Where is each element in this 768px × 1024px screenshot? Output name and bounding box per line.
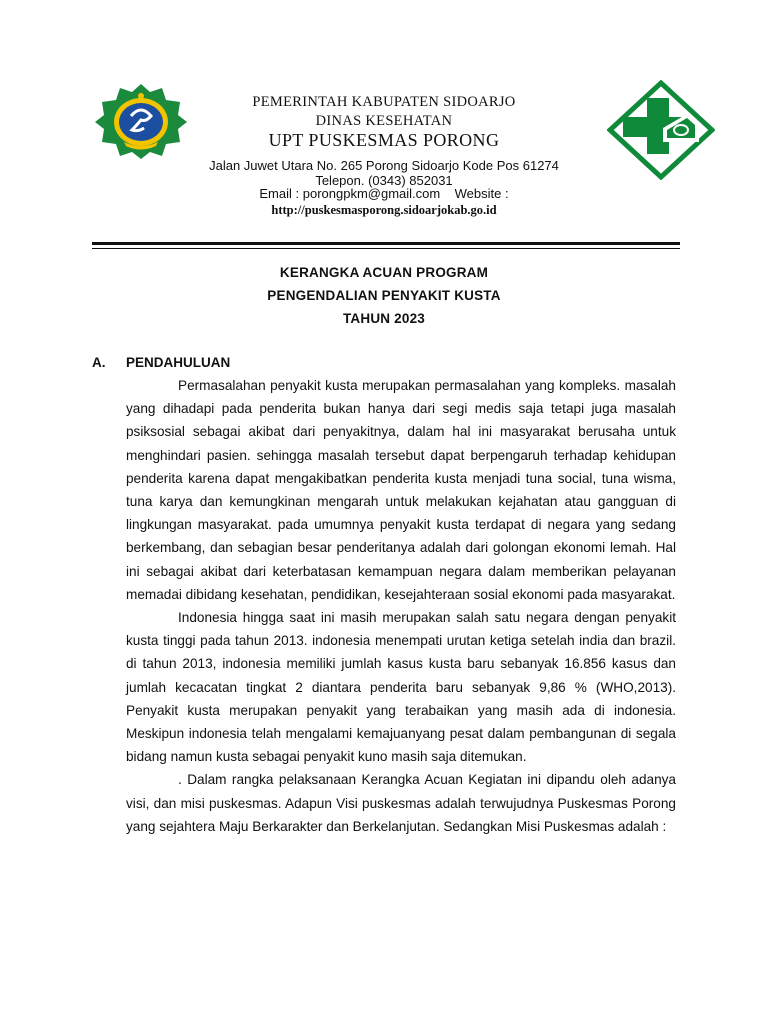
document-title-line2: PENGENDALIAN PENYAKIT KUSTA: [267, 288, 501, 303]
letterhead-institution: UPT PUSKESMAS PORONG: [268, 130, 500, 150]
section-heading: PENDAHULUAN: [126, 355, 231, 370]
letterhead-divider-thick: [92, 242, 680, 245]
letterhead-address: Jalan Juwet Utara No. 265 Porong Sidoarjo Kode Pos 61274: [209, 158, 559, 173]
letterhead-divider-thin: [92, 248, 680, 249]
paragraph: Indonesia hingga saat ini masih merupakan salah satu negara dengan penyakit kusta tinggi pada tahun 2013. indonesia menempati urutan ketiga setelah india dan brazil. di tahun 2013, indonesia memiliki jumlah kasus kusta baru sebanyak 16.856 kasus dan jumlah kecacatan tingkat 2 diantara penderita baru sebanyak 9,86 % (WHO,2013). Penyakit kusta merupakan penyakit yang terabaikan yang masih ada di indonesia. Meskipun indonesia telah mengalami kemajuanyang pesat dalam pembangunan di segala bidang namun kusta sebagai penyakit kuno masih saja ditemukan.: [126, 610, 676, 765]
document-title-line1: KERANGKA ACUAN PROGRAM: [279, 265, 489, 280]
letterhead-website: http://puskesmasporong.sidoarjokab.go.id: [271, 203, 497, 217]
paragraph: Permasalahan penyakit kusta merupakan permasalahan yang kompleks. masalah yang dihadapi pada penderita bukan hanya dari segi medis saja tetapi juga masalah psiksosial sebagai akibat dari penyakitnya, dalam hal ini masyarakat berusaha untuk menghindari pasien. sehingga masalah tersebut dapat berpengaruh terhadap kehidupan penderita karena dapat mengakibatkan penderita kusta menjadi tuna social, tuna wisma, tuna karya dan kemungkinan mengarah untuk melakukan kejahatan atau gangguan di lingkungan masyarakat. pada umumnya penyakit kusta terdapat di negara yang sedang berkembang, dan sebagian besar penderitanya adalah dari golongan ekonomi lemah. Hal ini sebagai akibat dari keterbatasan kemampuan negara dalam memberikan pelayanan memadai dibidang kesehatan, pendidikan, kesejahteraan sosial ekonomi pada masyarakat.: [126, 378, 676, 602]
paragraph: . Dalam rangka pelaksanaan Kerangka Acuan Kegiatan ini dipandu oleh adanya visi, dan misi puskesmas. Adapun Visi puskesmas adalah terwujudnya Puskesmas Porong yang sejahtera Maju Berkarakter dan Berkelanjutan. Sedangkan Misi Puskesmas adalah :: [126, 772, 676, 834]
letterhead-government: PEMERINTAH KABUPATEN SIDOARJO: [252, 94, 516, 110]
section-letter: A.: [92, 355, 106, 370]
document-title-year: TAHUN 2023: [342, 311, 426, 326]
section-body: [126, 374, 676, 838]
letterhead-department: DINAS KESEHATAN: [315, 113, 453, 129]
letterhead-email: Email : porongpkm@gmail.com Website :: [259, 186, 509, 201]
letterhead-phone: Telepon. (0343) 852031: [315, 173, 453, 188]
